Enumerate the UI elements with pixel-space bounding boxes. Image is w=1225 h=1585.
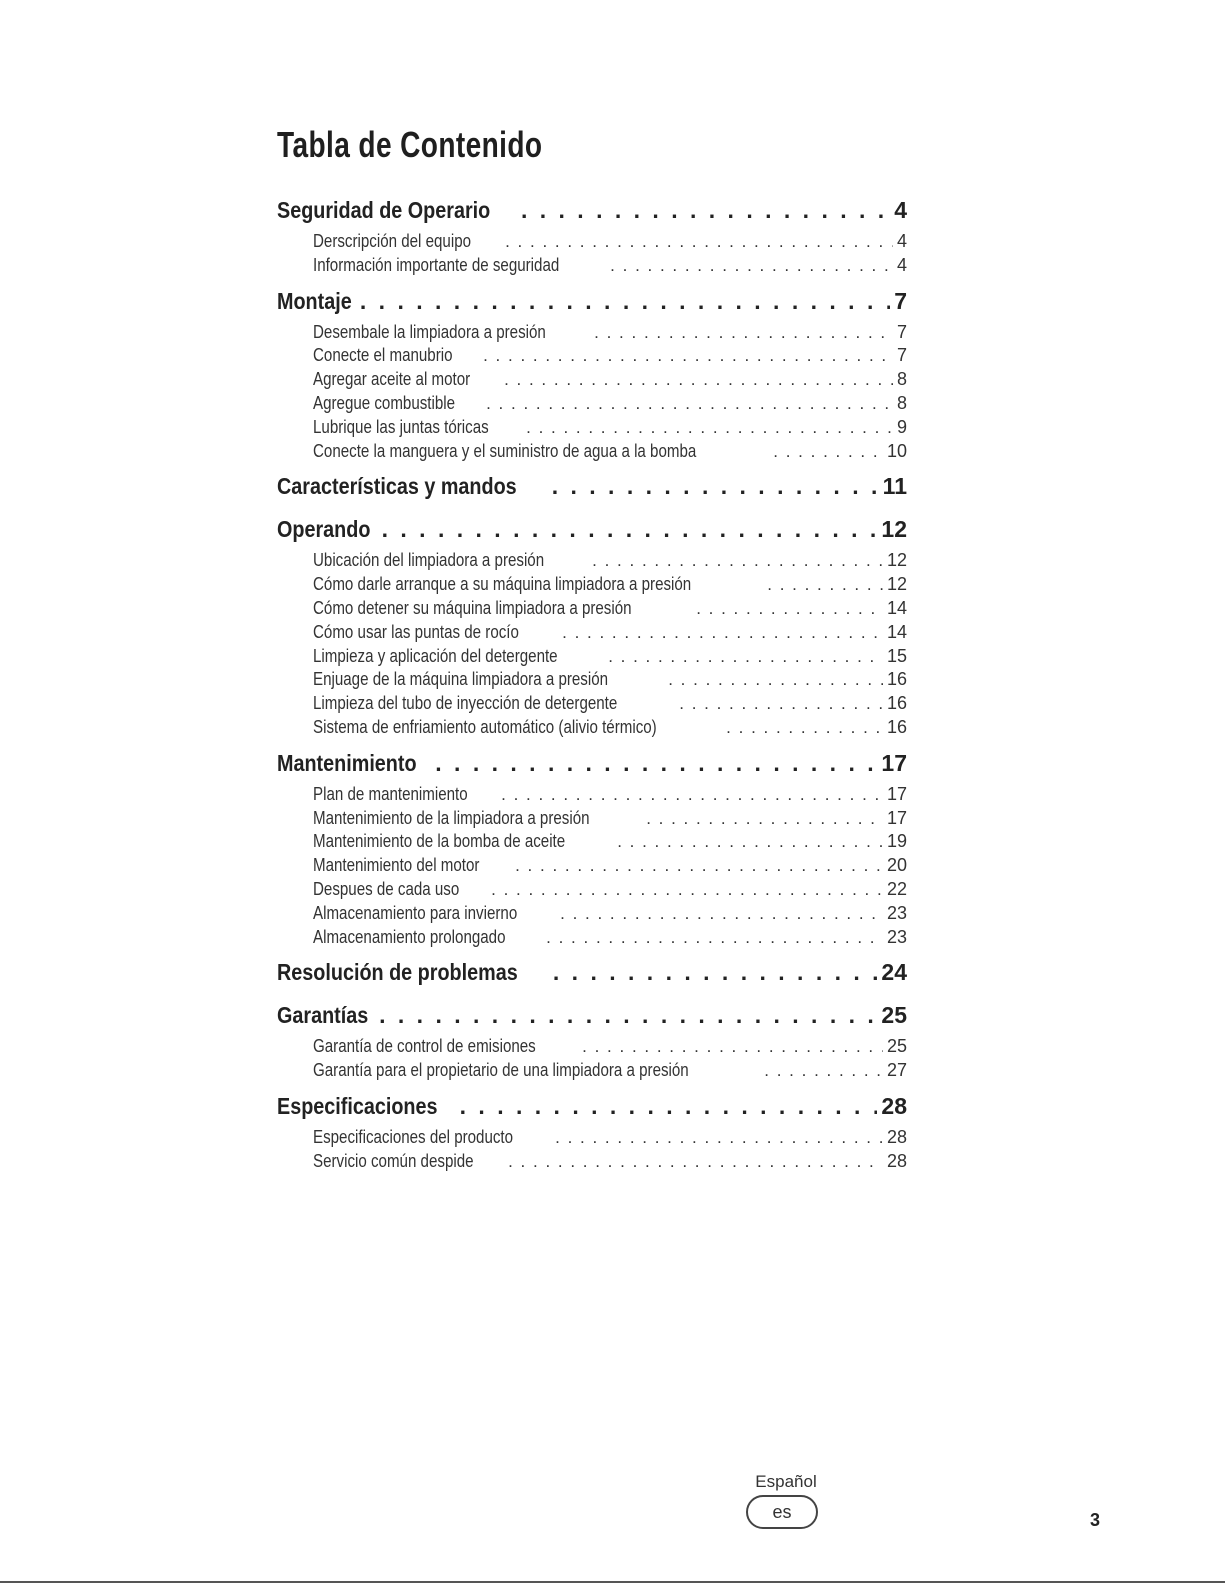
- entry-title: Mantenimiento de la limpiadora a presión: [313, 807, 590, 828]
- toc-entry[interactable]: [277, 598, 907, 622]
- toc-entry[interactable]: [277, 417, 907, 441]
- entry-title: Información importante de seguridad: [313, 254, 560, 275]
- toc-entry[interactable]: [277, 646, 907, 670]
- entry-title: Almacenamiento para invierno: [313, 902, 518, 923]
- dot-leader: [582, 1037, 883, 1057]
- entry-page-number: 16: [886, 716, 907, 737]
- entry-page-number: 8: [896, 392, 907, 413]
- entry-page-number: 7: [896, 345, 907, 366]
- entry-title: Ubicación del limpiadora a presión: [313, 550, 545, 571]
- toc-section-heading[interactable]: [277, 1093, 907, 1127]
- dot-leader: [486, 394, 893, 414]
- toc-entry[interactable]: [277, 717, 907, 741]
- dot-leader: [505, 232, 893, 252]
- entry-title: Especificaciones del producto: [313, 1126, 514, 1147]
- toc-entry[interactable]: [277, 345, 907, 369]
- toc-entry[interactable]: [277, 574, 907, 598]
- section-page-number: 12: [881, 516, 907, 543]
- toc-entry[interactable]: [277, 1060, 907, 1084]
- section-title: Garantías: [277, 1002, 369, 1029]
- entry-title: Garantía para el propietario de una limpiadora a presión: [313, 1060, 689, 1081]
- toc-section-heading[interactable]: [277, 516, 907, 550]
- entry-page-number: 23: [886, 902, 907, 923]
- toc-entry[interactable]: [277, 855, 907, 879]
- dot-leader: [504, 370, 893, 390]
- section-title: Especificaciones: [277, 1092, 438, 1119]
- entry-page-number: 12: [886, 550, 907, 571]
- entry-title: Lubrique las juntas tóricas: [313, 416, 489, 437]
- toc-section: [277, 516, 907, 740]
- section-page-number: 4: [894, 197, 907, 223]
- toc-section: [277, 1002, 907, 1084]
- entry-title: Cómo usar las puntas de rocío: [313, 621, 519, 642]
- toc-section: [277, 288, 907, 465]
- toc-section: [277, 750, 907, 951]
- toc-section-heading[interactable]: [277, 959, 907, 993]
- page-number: 3: [1090, 1510, 1101, 1530]
- entry-title: Cómo detener su máquina limpiadora a presión: [313, 597, 632, 618]
- entry-page-number: 16: [886, 669, 907, 690]
- dot-leader: [460, 1093, 878, 1120]
- section-page-number: 17: [881, 749, 907, 776]
- page-title: Tabla de Contenido: [277, 124, 543, 166]
- entry-title: Limpieza y aplicación del detergente: [313, 645, 558, 666]
- entry-title: Enjuage de la máquina limpiadora a presión: [313, 669, 609, 690]
- toc-section-heading[interactable]: [277, 288, 907, 322]
- dot-leader: [552, 473, 879, 500]
- toc-section: [277, 1093, 907, 1175]
- language-label: Español: [755, 1472, 817, 1491]
- dot-leader: [360, 288, 890, 315]
- entry-page-number: 15: [886, 645, 907, 666]
- section-page-number: 11: [882, 473, 907, 500]
- dot-leader: [592, 551, 883, 571]
- entry-page-number: 16: [886, 693, 907, 714]
- dot-leader: [435, 750, 877, 777]
- toc-entry[interactable]: [277, 784, 907, 808]
- entry-page-number: 27: [886, 1060, 907, 1081]
- dot-leader: [501, 785, 883, 805]
- toc-entry[interactable]: [277, 808, 907, 832]
- toc-entry[interactable]: [277, 1127, 907, 1151]
- dot-leader: [382, 516, 878, 543]
- toc-entry[interactable]: [277, 322, 907, 346]
- entry-title: Mantenimiento del motor: [313, 855, 480, 876]
- toc-section-heading[interactable]: [277, 473, 907, 507]
- toc-entry[interactable]: [277, 1036, 907, 1060]
- entry-title: Plan de mantenimiento: [313, 783, 468, 804]
- toc-entry[interactable]: [277, 927, 907, 951]
- entry-page-number: 12: [886, 574, 907, 595]
- dot-leader: [515, 856, 883, 876]
- toc-section-heading[interactable]: [277, 197, 907, 231]
- toc-entry[interactable]: [277, 1151, 907, 1175]
- entry-title: Desembale la limpiadora a presión: [313, 321, 546, 342]
- bottom-divider: [0, 1581, 1225, 1583]
- toc-entry[interactable]: [277, 879, 907, 903]
- toc-entry[interactable]: [277, 255, 907, 279]
- table-of-contents: [277, 197, 907, 1184]
- section-title: Características y mandos: [277, 473, 517, 500]
- dot-leader: [646, 809, 883, 829]
- entry-title: Agregar aceite al motor: [313, 369, 471, 390]
- entry-page-number: 14: [886, 597, 907, 618]
- section-title: Montaje: [277, 287, 352, 314]
- toc-section-heading[interactable]: [277, 750, 907, 784]
- dot-leader: [560, 904, 883, 924]
- section-title: Operando: [277, 516, 371, 543]
- entry-page-number: 10: [886, 440, 907, 461]
- entry-title: Limpieza del tubo de inyección de detergente: [313, 693, 618, 714]
- entry-title: Conecte el manubrio: [313, 345, 453, 366]
- entry-page-number: 4: [896, 231, 907, 251]
- toc-entry[interactable]: [277, 550, 907, 574]
- dot-leader: [379, 1002, 877, 1029]
- section-title: Seguridad de Operario: [277, 197, 491, 223]
- dot-leader: [767, 575, 883, 595]
- entry-title: Conecte la manguera y el suministro de agua a la bomba: [313, 440, 697, 461]
- dot-leader: [594, 323, 893, 343]
- dot-leader: [508, 1152, 883, 1172]
- toc-section: [277, 197, 907, 279]
- entry-title: Derscripción del equipo: [313, 231, 472, 251]
- entry-page-number: 7: [896, 321, 907, 342]
- dot-leader: [773, 442, 883, 462]
- toc-section: [277, 959, 907, 993]
- dot-leader: [521, 197, 890, 224]
- entry-page-number: 23: [886, 926, 907, 947]
- toc-entry[interactable]: [277, 441, 907, 465]
- dot-leader: [526, 418, 893, 438]
- dot-leader: [764, 1061, 883, 1081]
- entry-title: Despues de cada uso: [313, 878, 460, 899]
- entry-page-number: 4: [896, 254, 907, 275]
- dot-leader: [726, 718, 883, 738]
- entry-title: Agregue combustible: [313, 392, 456, 413]
- entry-title: Mantenimiento de la bomba de aceite: [313, 831, 566, 852]
- entry-page-number: 19: [886, 831, 907, 852]
- toc-entry[interactable]: [277, 669, 907, 693]
- entry-page-number: 25: [886, 1036, 907, 1057]
- toc-entry[interactable]: [277, 369, 907, 393]
- section-page-number: 28: [881, 1092, 907, 1119]
- dot-leader: [679, 694, 883, 714]
- dot-leader: [553, 959, 878, 986]
- entry-title: Garantía de control de emisiones: [313, 1036, 536, 1057]
- entry-page-number: 17: [886, 807, 907, 828]
- dot-leader: [555, 1128, 883, 1148]
- toc-section-heading[interactable]: [277, 1002, 907, 1036]
- entry-title: Sistema de enfriamiento automático (alivio térmico): [313, 716, 657, 737]
- dot-leader: [491, 880, 883, 900]
- dot-leader: [546, 928, 883, 948]
- entry-title: Almacenamiento prolongado: [313, 926, 506, 947]
- dot-leader: [483, 346, 893, 366]
- entry-page-number: 28: [886, 1126, 907, 1147]
- entry-page-number: 9: [896, 416, 907, 437]
- entry-page-number: 20: [886, 855, 907, 876]
- dot-leader: [562, 623, 883, 643]
- toc-entry[interactable]: [277, 693, 907, 717]
- entry-page-number: 8: [896, 369, 907, 390]
- dot-leader: [668, 670, 883, 690]
- section-page-number: 24: [881, 959, 907, 986]
- entry-page-number: 22: [886, 878, 907, 899]
- section-page-number: 25: [881, 1002, 907, 1029]
- entry-title: Servicio común despide: [313, 1150, 474, 1171]
- dot-leader: [610, 256, 893, 276]
- section-title: Mantenimiento: [277, 749, 417, 776]
- language-code-badge: es: [746, 1495, 818, 1529]
- dot-leader: [696, 599, 883, 619]
- entry-title: Cómo darle arranque a su máquina limpiadora a presión: [313, 574, 692, 595]
- dot-leader: [608, 647, 883, 667]
- toc-entry[interactable]: [277, 393, 907, 417]
- toc-entry[interactable]: [277, 903, 907, 927]
- toc-section: [277, 473, 907, 507]
- entry-page-number: 17: [886, 783, 907, 804]
- entry-page-number: 28: [886, 1150, 907, 1171]
- dot-leader: [617, 832, 883, 852]
- section-title: Resolución de problemas: [277, 959, 518, 986]
- toc-entry[interactable]: [277, 831, 907, 855]
- section-page-number: 7: [894, 287, 907, 314]
- toc-entry[interactable]: [277, 622, 907, 646]
- entry-page-number: 14: [886, 621, 907, 642]
- toc-entry[interactable]: [277, 231, 907, 255]
